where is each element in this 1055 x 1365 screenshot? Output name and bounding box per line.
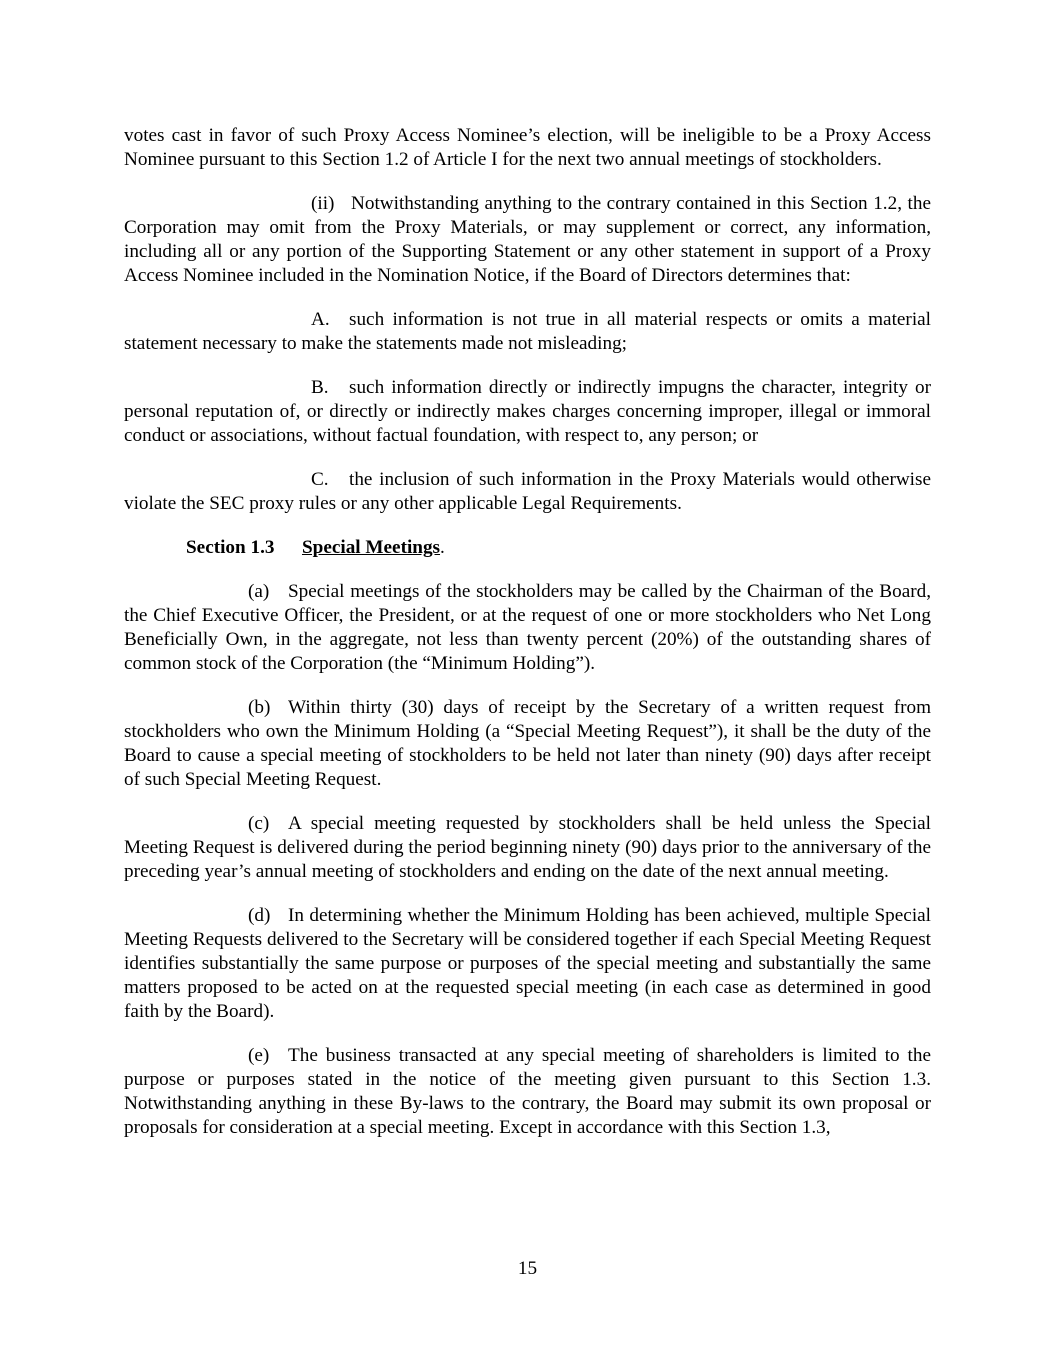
subsection-d-paragraph bbox=[124, 904, 931, 1024]
subsection-e-text: The business transacted at any special meeting of shareholders is limited to the purpose or purposes stated in the notice of the meeting given pursuant to this Section 1.3. Notwithstanding anything in these By-laws to the contrary, the Board may submit its own proposal or proposals for consideration at a special meeting. Except in accordance with this Section 1.3, bbox=[124, 1045, 931, 1138]
clause-ii-text: Notwithstanding anything to the contrary contained in this Section 1.2, the Corporation may omit from the Proxy Materials, or may supplement or correct, any information, including all or any portion of the Supporting Statement or any other statement in support of a Proxy Access Nominee included in the Nomination Notice, if the Board of Directors determines that: bbox=[124, 193, 931, 286]
subsection-a-paragraph bbox=[124, 580, 931, 676]
item-a-text: such information is not true in all material respects or omits a material statement necessary to make the statements made not misleading; bbox=[124, 309, 931, 354]
document-page bbox=[124, 124, 931, 1160]
section-number: Section 1.3 bbox=[186, 537, 275, 558]
subsection-e-marker: (e) bbox=[248, 1045, 270, 1066]
subsection-b-marker: (b) bbox=[248, 697, 271, 718]
subsection-c-text: A special meeting requested by stockholders shall be held unless the Special Meeting Request is delivered during the period beginning ninety (90) days prior to the anniversary of the preceding year’s annual meeting of stockholders and ending on the date of the next annual meeting. bbox=[124, 813, 931, 882]
subsection-c-paragraph bbox=[124, 812, 931, 884]
clause-ii-marker: (ii) bbox=[311, 193, 335, 214]
subsection-c-marker: (c) bbox=[248, 813, 270, 834]
subsection-b-paragraph bbox=[124, 696, 931, 792]
item-a-paragraph bbox=[124, 308, 931, 356]
section-title: Special Meetings bbox=[302, 537, 441, 558]
subsection-d-text: In determining whether the Minimum Holding has been achieved, multiple Special Meeting Requests delivered to the Secretary will be considered together if each Special Meeting Request identifies substantially the same purpose or purposes of the special meeting and substantially the same matters proposed to be acted on at the requested special meeting (in each case as determined in good faith by the Board). bbox=[124, 905, 931, 1022]
item-c-text: the inclusion of such information in the Proxy Materials would otherwise violate the SEC proxy rules or any other applicable Legal Requirements. bbox=[124, 469, 931, 514]
item-b-text: such information directly or indirectly impugns the character, integrity or personal reputation of, or directly or indirectly makes charges concerning improper, illegal or immoral conduct or associations, without factual foundation, with respect to, any person; or bbox=[124, 377, 931, 446]
subsection-b-text: Within thirty (30) days of receipt by the Secretary of a written request from stockholders who own the Minimum Holding (a “Special Meeting Request”), it shall be the duty of the Board to cause a special meeting of stockholders to be held not later than ninety (90) days after receipt of such Special Meeting Request. bbox=[124, 697, 931, 790]
section-title-period: . bbox=[440, 537, 445, 558]
page-number: 15 bbox=[517, 1258, 538, 1279]
section-heading bbox=[124, 536, 931, 560]
item-c-marker: C. bbox=[311, 469, 329, 490]
item-a-marker: A. bbox=[311, 309, 330, 330]
subsection-e-paragraph bbox=[124, 1044, 931, 1140]
item-c-paragraph bbox=[124, 468, 931, 516]
subsection-d-marker: (d) bbox=[248, 905, 271, 926]
clause-ii-paragraph bbox=[124, 192, 931, 288]
continuation-paragraph: votes cast in favor of such Proxy Access Nominee’s election, will be ineligible to be a Proxy Access Nominee pursuant to this Section 1.2 of Article I for the next two annual meetings of stockholders. bbox=[124, 125, 931, 170]
item-b-marker: B. bbox=[311, 377, 329, 398]
item-b-paragraph bbox=[124, 376, 931, 448]
subsection-a-marker: (a) bbox=[248, 581, 270, 602]
subsection-a-text: Special meetings of the stockholders may be called by the Chairman of the Board, the Chief Executive Officer, the President, or at the request of one or more stockholders who Net Long Beneficially Own, in the aggregate, not less than twenty percent (20%) of the outstanding shares of common stock of the Corporation (the “Minimum Holding”). bbox=[124, 581, 931, 674]
